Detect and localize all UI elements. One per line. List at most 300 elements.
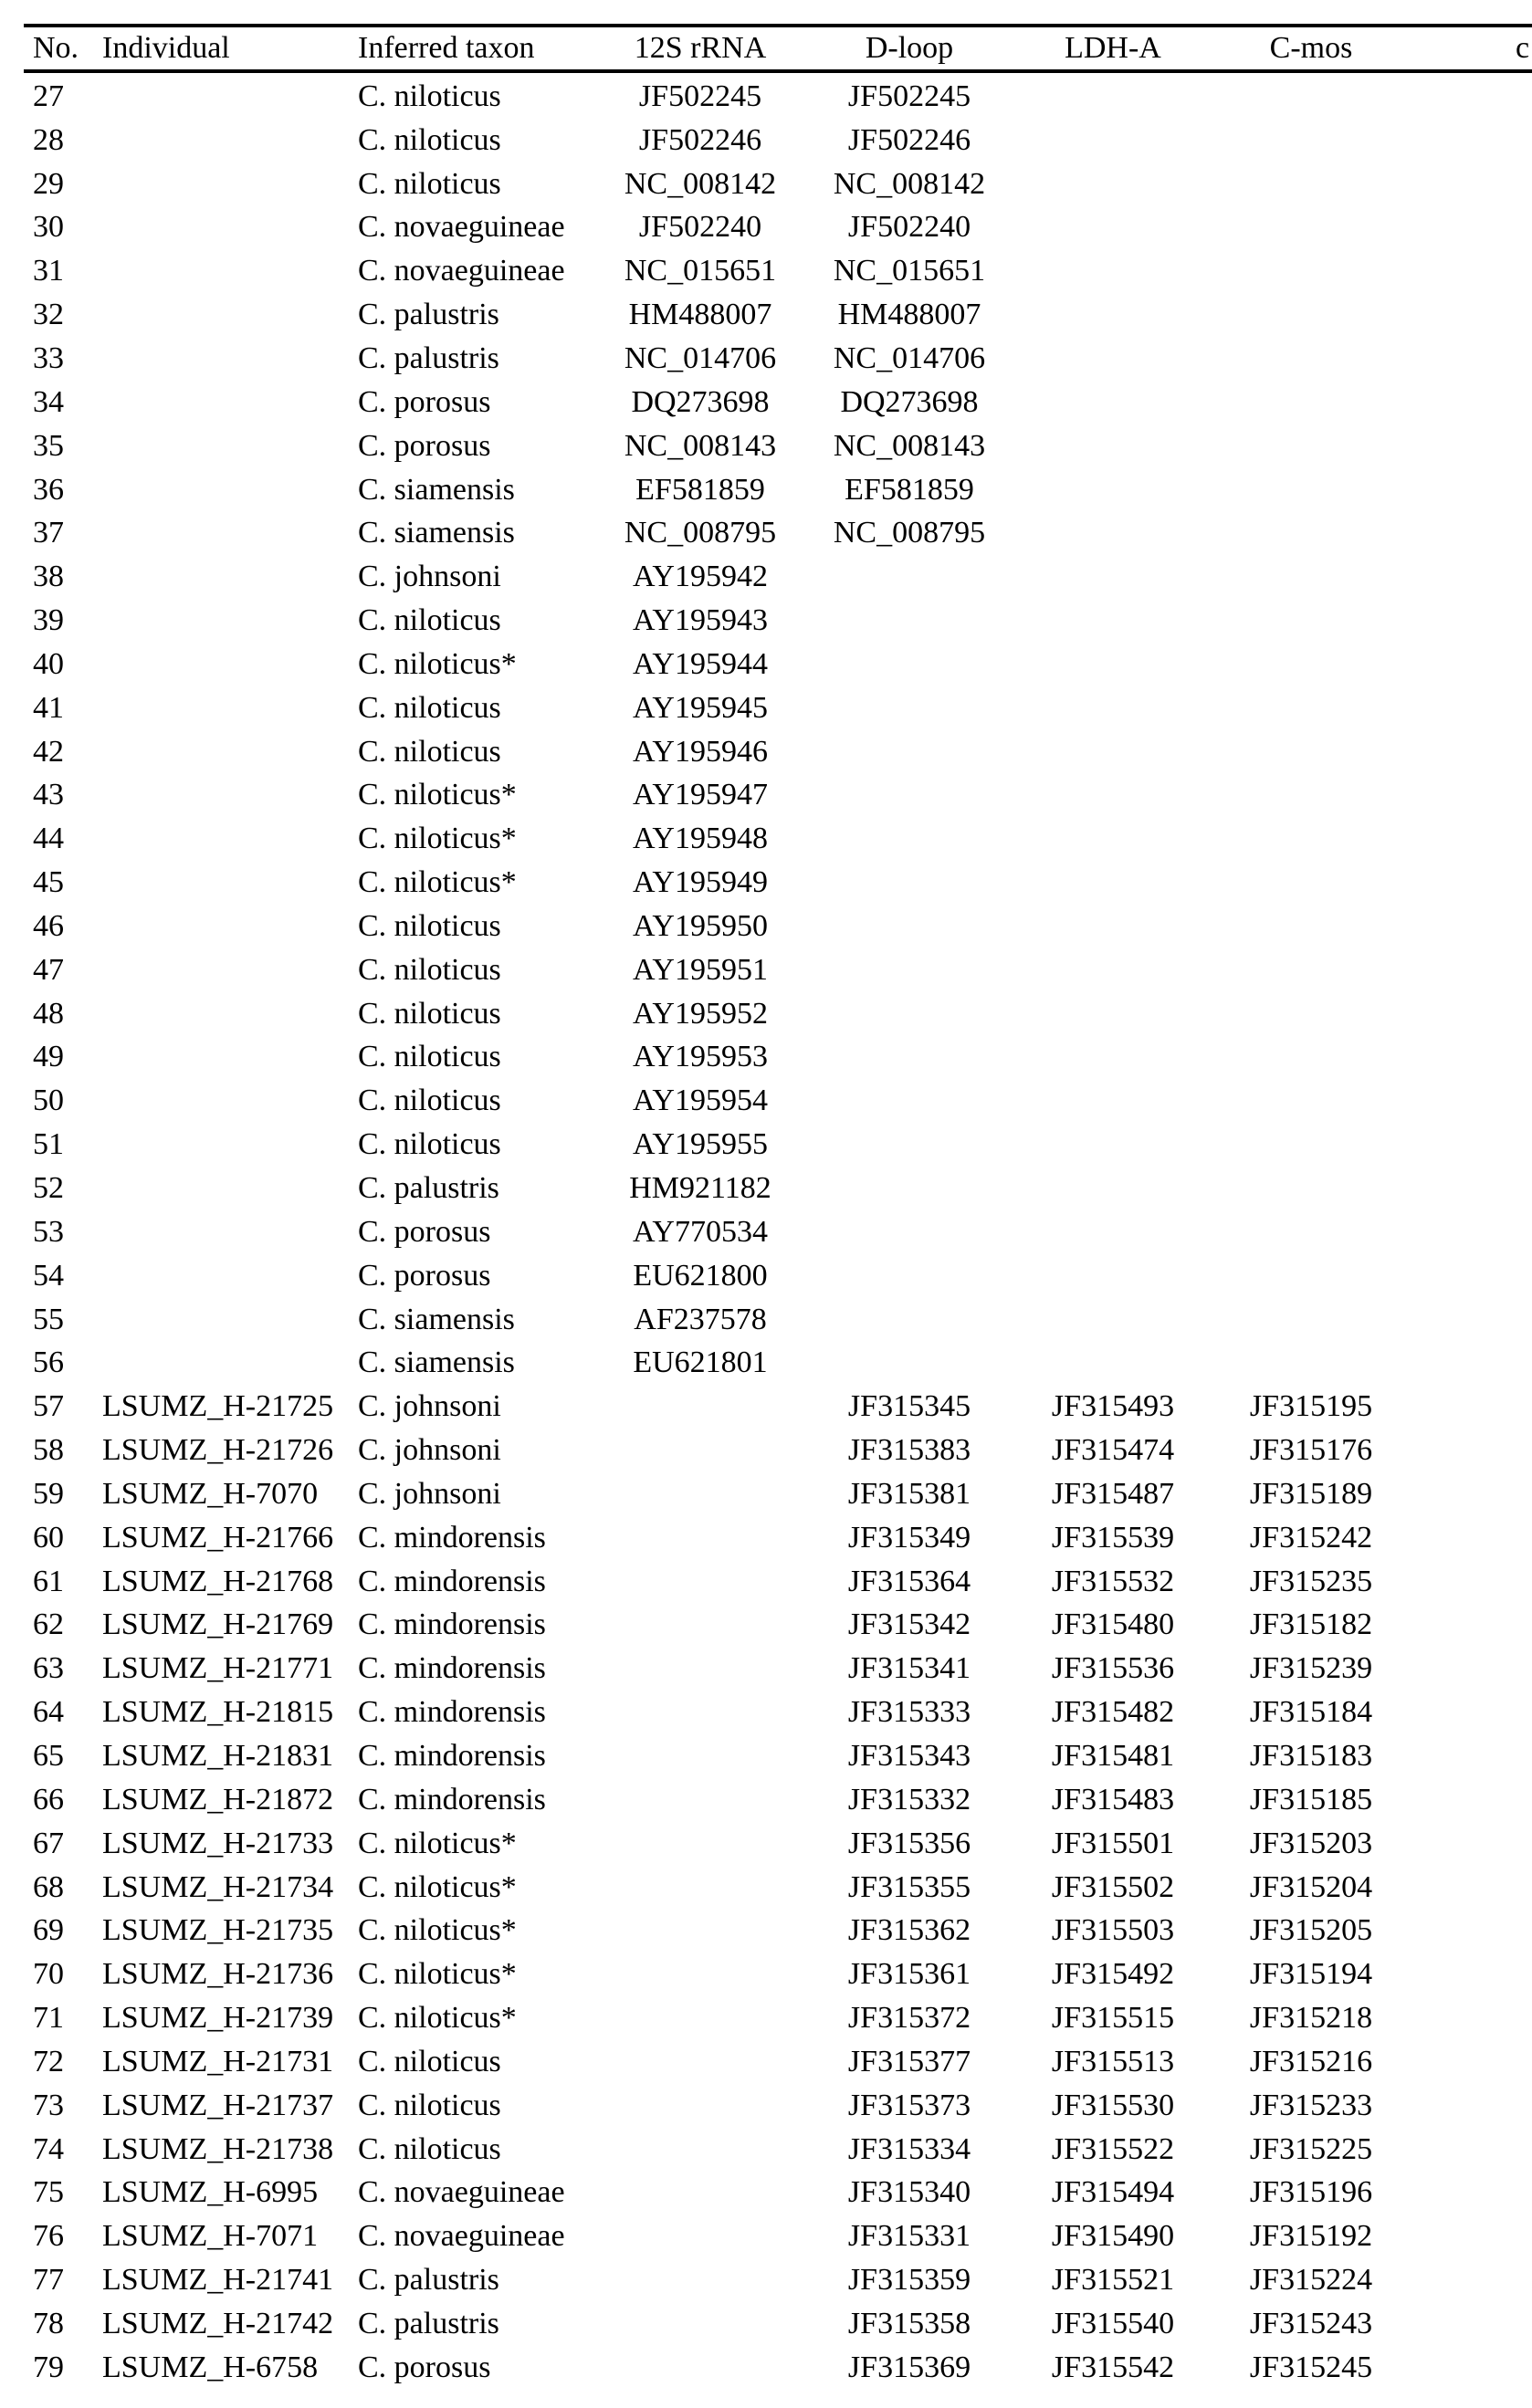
table-row (33, 162, 1532, 206)
table-row (33, 774, 1532, 818)
cell-no: 36 (33, 472, 64, 507)
table-row (33, 1516, 1532, 1560)
cell-individual: LSUMZ_H-21736 (102, 1957, 334, 1992)
cell-12s-rrna: AY770534 (633, 1214, 768, 1249)
table-row (33, 1385, 1532, 1429)
cell-taxon: C. niloticus (358, 1127, 501, 1162)
column-header-no: No. (33, 31, 79, 65)
table-row (33, 424, 1532, 468)
cell-ldh-a: JF315482 (1051, 1695, 1175, 1730)
cell-individual: LSUMZ_H-21726 (102, 1433, 334, 1468)
cell-ldh-a: JF315490 (1051, 2219, 1175, 2254)
cell-individual: LSUMZ_H-21769 (102, 1607, 334, 1642)
cell-taxon: C. mindorensis (358, 1564, 546, 1598)
cell-no: 46 (33, 908, 64, 943)
cell-taxon: C. novaeguineae (358, 254, 565, 288)
table-row (33, 686, 1532, 730)
cell-no: 31 (33, 254, 64, 288)
cell-individual: LSUMZ_H-21725 (102, 1389, 334, 1424)
cell-taxon: C. niloticus* (358, 865, 517, 900)
cell-individual: LSUMZ_H-6758 (102, 2350, 319, 2384)
cell-no: 62 (33, 1607, 64, 1642)
cell-d-loop: JF315333 (847, 1695, 971, 1730)
cell-no: 39 (33, 603, 64, 638)
cell-c-mos: JF315245 (1249, 2350, 1373, 2384)
cell-12s-rrna: AY195951 (633, 952, 768, 987)
cell-d-loop: JF315340 (847, 2175, 971, 2210)
table-row (33, 2040, 1532, 2084)
cell-taxon: C. siamensis (358, 1302, 515, 1336)
cell-taxon: C. porosus (358, 428, 491, 463)
table-body (0, 75, 1532, 2390)
cell-taxon: C. niloticus* (358, 1957, 517, 1992)
cell-d-loop: JF502240 (847, 210, 971, 245)
cell-no: 29 (33, 166, 64, 201)
cell-individual: LSUMZ_H-21735 (102, 1913, 334, 1948)
cell-ldh-a: JF315493 (1051, 1389, 1175, 1424)
cell-taxon: C. niloticus (358, 1040, 501, 1074)
cell-d-loop: JF315361 (847, 1957, 971, 1992)
cell-no: 33 (33, 340, 64, 375)
cell-ldh-a: JF315540 (1051, 2306, 1175, 2340)
table-row (33, 119, 1532, 162)
table-row (33, 730, 1532, 774)
cell-no: 74 (33, 2131, 64, 2166)
cell-ldh-a: JF315530 (1051, 2088, 1175, 2122)
cell-c-mos: JF315194 (1249, 1957, 1373, 1992)
cell-c-mos: JF315204 (1249, 1869, 1373, 1904)
cell-ldh-a: JF315513 (1051, 2044, 1175, 2078)
cell-d-loop: NC_014706 (833, 340, 986, 375)
cell-taxon: C. mindorensis (358, 1607, 546, 1642)
cell-d-loop: JF315381 (847, 1476, 971, 1511)
cell-no: 78 (33, 2306, 64, 2340)
cell-ldh-a: JF315522 (1051, 2131, 1175, 2166)
cell-individual: LSUMZ_H-21734 (102, 1869, 334, 1904)
cell-individual: LSUMZ_H-21737 (102, 2088, 334, 2122)
table-row (33, 1036, 1532, 1080)
cell-d-loop: DQ273698 (840, 384, 979, 419)
cell-taxon: C. porosus (358, 2350, 491, 2384)
cell-taxon: C. niloticus* (358, 646, 517, 681)
cell-12s-rrna: NC_008142 (624, 166, 777, 201)
cell-taxon: C. niloticus (358, 166, 501, 201)
cell-taxon: C. niloticus (358, 690, 501, 725)
cell-no: 41 (33, 690, 64, 725)
cell-d-loop: JF315364 (847, 1564, 971, 1598)
cell-ldh-a: JF315487 (1051, 1476, 1175, 1511)
cell-ldh-a: JF315539 (1051, 1520, 1175, 1555)
cell-12s-rrna: JF502245 (638, 79, 762, 113)
cell-c-mos: JF315243 (1249, 2306, 1373, 2340)
cell-no: 49 (33, 1040, 64, 1074)
cell-individual: LSUMZ_H-21731 (102, 2044, 334, 2078)
cell-no: 54 (33, 1258, 64, 1293)
cell-taxon: C. siamensis (358, 516, 515, 550)
column-header-c-mos: C-mos (1269, 31, 1353, 65)
cell-individual: LSUMZ_H-21831 (102, 1738, 334, 1773)
cell-d-loop: NC_008143 (833, 428, 986, 463)
cell-no: 30 (33, 210, 64, 245)
cell-taxon: C. mindorensis (358, 1738, 546, 1773)
table-row (33, 2128, 1532, 2172)
column-header-d-loop: D-loop (865, 31, 954, 65)
cell-taxon: C. niloticus (358, 603, 501, 638)
cell-c-mos: JF315225 (1249, 2131, 1373, 2166)
cell-d-loop: JF315377 (847, 2044, 971, 2078)
cell-12s-rrna: NC_008795 (624, 516, 777, 550)
cell-12s-rrna: NC_008143 (624, 428, 777, 463)
cell-ldh-a: JF315503 (1051, 1913, 1175, 1948)
cell-taxon: C. mindorensis (358, 1651, 546, 1686)
cell-c-mos: JF315235 (1249, 1564, 1373, 1598)
cell-individual: LSUMZ_H-21733 (102, 1826, 334, 1860)
cell-c-mos: JF315192 (1249, 2219, 1373, 2254)
table-header-row (33, 27, 1532, 69)
cell-no: 79 (33, 2350, 64, 2384)
cell-d-loop: JF315343 (847, 1738, 971, 1773)
cell-no: 64 (33, 1695, 64, 1730)
column-header-taxon: Inferred taxon (358, 31, 535, 65)
cell-no: 28 (33, 122, 64, 157)
cell-no: 27 (33, 79, 64, 113)
table-row (33, 1909, 1532, 1953)
cell-individual: LSUMZ_H-21768 (102, 1564, 334, 1598)
cell-ldh-a: JF315474 (1051, 1433, 1175, 1468)
table-row (33, 1866, 1532, 1910)
cell-ldh-a: JF315480 (1051, 1607, 1175, 1642)
cell-no: 38 (33, 560, 64, 594)
cell-no: 43 (33, 778, 64, 812)
cell-d-loop: JF315331 (847, 2219, 971, 2254)
cell-no: 65 (33, 1738, 64, 1773)
cell-c-mos: JF315218 (1249, 2001, 1373, 2036)
cell-individual: LSUMZ_H-21739 (102, 2001, 334, 2036)
cell-c-mos: JF315183 (1249, 1738, 1373, 1773)
cell-d-loop: JF315372 (847, 2001, 971, 2036)
cell-taxon: C. mindorensis (358, 1520, 546, 1555)
table-row (33, 1560, 1532, 1604)
cell-no: 69 (33, 1913, 64, 1948)
cell-12s-rrna: AY195950 (633, 908, 768, 943)
cell-taxon: C. niloticus* (358, 1869, 517, 1904)
cell-taxon: C. novaeguineae (358, 2219, 565, 2254)
cell-no: 45 (33, 865, 64, 900)
cell-individual: LSUMZ_H-21738 (102, 2131, 334, 2166)
cell-no: 58 (33, 1433, 64, 1468)
table-row (33, 1429, 1532, 1472)
cell-c-mos: JF315185 (1249, 1782, 1373, 1816)
cell-no: 34 (33, 384, 64, 419)
cell-d-loop: JF315369 (847, 2350, 971, 2384)
table-row (33, 293, 1532, 337)
cell-d-loop: JF315359 (847, 2263, 971, 2298)
cell-12s-rrna: AY195944 (633, 646, 768, 681)
cell-d-loop: JF315358 (847, 2306, 971, 2340)
cell-d-loop: JF315373 (847, 2088, 971, 2122)
cell-d-loop: JF315332 (847, 1782, 971, 1816)
cell-no: 61 (33, 1564, 64, 1598)
cell-taxon: C. palustris (358, 2263, 499, 2298)
cell-taxon: C. niloticus (358, 2131, 501, 2166)
table-row (33, 337, 1532, 381)
cell-no: 73 (33, 2088, 64, 2122)
cell-taxon: C. niloticus (358, 2044, 501, 2078)
cell-no: 66 (33, 1782, 64, 1816)
cell-c-mos: JF315224 (1249, 2263, 1373, 2298)
cell-taxon: C. novaeguineae (358, 2175, 565, 2210)
cell-taxon: C. palustris (358, 340, 499, 375)
column-header-partial: c (1516, 31, 1530, 65)
cell-12s-rrna: AY195948 (633, 822, 768, 856)
cell-c-mos: JF315182 (1249, 1607, 1373, 1642)
cell-taxon: C. porosus (358, 1258, 491, 1293)
cell-12s-rrna: AF237578 (634, 1302, 767, 1336)
cell-taxon: C. mindorensis (358, 1782, 546, 1816)
cell-individual: LSUMZ_H-21771 (102, 1651, 334, 1686)
cell-d-loop: JF315362 (847, 1913, 971, 1948)
cell-individual: LSUMZ_H-7070 (102, 1476, 319, 1511)
cell-no: 70 (33, 1957, 64, 1992)
cell-d-loop: JF315356 (847, 1826, 971, 1860)
cell-12s-rrna: AY195943 (633, 603, 768, 638)
table-row (33, 1210, 1532, 1254)
cell-no: 40 (33, 646, 64, 681)
cell-ldh-a: JF315542 (1051, 2350, 1175, 2384)
cell-taxon: C. johnsoni (358, 1433, 501, 1468)
cell-12s-rrna: AY195942 (633, 560, 768, 594)
cell-c-mos: JF315203 (1249, 1826, 1373, 1860)
table-row (33, 75, 1532, 119)
cell-taxon: C. palustris (358, 2306, 499, 2340)
table-row (33, 2084, 1532, 2128)
table-row (33, 905, 1532, 948)
cell-individual: LSUMZ_H-21742 (102, 2306, 334, 2340)
cell-taxon: C. siamensis (358, 472, 515, 507)
cell-ldh-a: JF315501 (1051, 1826, 1175, 1860)
cell-taxon: C. johnsoni (358, 1389, 501, 1424)
cell-taxon: C. niloticus (358, 79, 501, 113)
cell-taxon: C. mindorensis (358, 1695, 546, 1730)
cell-taxon: C. palustris (358, 1171, 499, 1206)
cell-taxon: C. novaeguineae (358, 210, 565, 245)
table-header-rule (24, 69, 1532, 73)
cell-taxon: C. niloticus (358, 734, 501, 769)
cell-no: 72 (33, 2044, 64, 2078)
cell-taxon: C. niloticus* (358, 1913, 517, 1948)
cell-ldh-a: JF315532 (1051, 1564, 1175, 1598)
column-header-ldh-a: LDH-A (1065, 31, 1161, 65)
table-row (33, 1604, 1532, 1648)
table-row (33, 511, 1532, 555)
cell-c-mos: JF315176 (1249, 1433, 1373, 1468)
table-row (33, 992, 1532, 1036)
cell-taxon: C. niloticus (358, 996, 501, 1031)
table-row (33, 1778, 1532, 1822)
cell-taxon: C. johnsoni (358, 560, 501, 594)
cell-taxon: C. niloticus (358, 1084, 501, 1118)
cell-taxon: C. niloticus (358, 952, 501, 987)
table-row (33, 1822, 1532, 1866)
cell-taxon: C. porosus (358, 384, 491, 419)
cell-12s-rrna: HM488007 (628, 298, 772, 332)
table-row (33, 1691, 1532, 1734)
cell-individual: LSUMZ_H-7071 (102, 2219, 319, 2254)
cell-individual: LSUMZ_H-21815 (102, 1695, 334, 1730)
cell-no: 35 (33, 428, 64, 463)
cell-c-mos: JF315239 (1249, 1651, 1373, 1686)
cell-12s-rrna: AY195945 (633, 690, 768, 725)
cell-d-loop: JF315341 (847, 1651, 971, 1686)
column-header-12s-rrna: 12S rRNA (634, 31, 767, 65)
cell-ldh-a: JF315515 (1051, 2001, 1175, 2036)
cell-ldh-a: JF315536 (1051, 1651, 1175, 1686)
table-row (33, 861, 1532, 905)
cell-ldh-a: JF315494 (1051, 2175, 1175, 2210)
table-row (33, 1341, 1532, 1385)
cell-ldh-a: JF315483 (1051, 1782, 1175, 1816)
table-row (33, 249, 1532, 293)
table-row (33, 1647, 1532, 1691)
table-row (33, 2302, 1532, 2346)
cell-c-mos: JF315184 (1249, 1695, 1373, 1730)
cell-d-loop: JF502246 (847, 122, 971, 157)
cell-no: 71 (33, 2001, 64, 2036)
cell-no: 67 (33, 1826, 64, 1860)
cell-c-mos: JF315216 (1249, 2044, 1373, 2078)
table-row (33, 381, 1532, 424)
cell-taxon: C. niloticus* (358, 2001, 517, 2036)
table-row (33, 206, 1532, 250)
cell-12s-rrna: AY195953 (633, 1040, 768, 1074)
cell-no: 37 (33, 516, 64, 550)
cell-12s-rrna: EF581859 (635, 472, 765, 507)
cell-no: 47 (33, 952, 64, 987)
table-row (33, 817, 1532, 861)
cell-no: 55 (33, 1302, 64, 1336)
cell-no: 57 (33, 1389, 64, 1424)
cell-d-loop: NC_008795 (833, 516, 986, 550)
table-row (33, 2346, 1532, 2390)
cell-ldh-a: JF315492 (1051, 1957, 1175, 1992)
cell-no: 42 (33, 734, 64, 769)
cell-d-loop: JF315383 (847, 1433, 971, 1468)
cell-c-mos: JF315195 (1249, 1389, 1373, 1424)
cell-taxon: C. johnsoni (358, 1476, 501, 1511)
cell-d-loop: JF315345 (847, 1389, 971, 1424)
cell-ldh-a: JF315502 (1051, 1869, 1175, 1904)
cell-no: 48 (33, 996, 64, 1031)
cell-taxon: C. niloticus (358, 908, 501, 943)
cell-no: 68 (33, 1869, 64, 1904)
cell-no: 76 (33, 2219, 64, 2254)
cell-d-loop: EF581859 (845, 472, 974, 507)
cell-no: 32 (33, 298, 64, 332)
cell-12s-rrna: AY195947 (633, 778, 768, 812)
table-row (33, 1254, 1532, 1298)
cell-taxon: C. siamensis (358, 1345, 515, 1380)
cell-12s-rrna: AY195949 (633, 865, 768, 900)
cell-12s-rrna: NC_014706 (624, 340, 777, 375)
cell-individual: LSUMZ_H-21766 (102, 1520, 334, 1555)
cell-12s-rrna: EU621801 (633, 1345, 768, 1380)
table-row (33, 1167, 1532, 1210)
table-row (33, 468, 1532, 512)
cell-no: 51 (33, 1127, 64, 1162)
cell-d-loop: JF315355 (847, 1869, 971, 1904)
table-row (33, 1996, 1532, 2040)
cell-no: 56 (33, 1345, 64, 1380)
cell-no: 44 (33, 822, 64, 856)
cell-taxon: C. niloticus* (358, 778, 517, 812)
cell-no: 75 (33, 2175, 64, 2210)
cell-12s-rrna: DQ273698 (631, 384, 770, 419)
cell-ldh-a: JF315481 (1051, 1738, 1175, 1773)
cell-taxon: C. niloticus (358, 122, 501, 157)
table-row (33, 1123, 1532, 1167)
cell-d-loop: HM488007 (837, 298, 981, 332)
cell-no: 50 (33, 1084, 64, 1118)
cell-12s-rrna: NC_015651 (624, 254, 777, 288)
cell-no: 52 (33, 1171, 64, 1206)
cell-12s-rrna: AY195946 (633, 734, 768, 769)
cell-12s-rrna: HM921182 (629, 1171, 771, 1206)
cell-ldh-a: JF315521 (1051, 2263, 1175, 2298)
cell-d-loop: NC_015651 (833, 254, 986, 288)
cell-no: 53 (33, 1214, 64, 1249)
cell-taxon: C. porosus (358, 1214, 491, 1249)
cell-12s-rrna: AY195954 (633, 1084, 768, 1118)
cell-taxon: C. niloticus (358, 2088, 501, 2122)
cell-12s-rrna: JF502246 (638, 122, 762, 157)
table-row (33, 1079, 1532, 1123)
table-row (33, 1298, 1532, 1342)
cell-taxon: C. palustris (358, 298, 499, 332)
table-row (33, 555, 1532, 599)
cell-c-mos: JF315242 (1249, 1520, 1373, 1555)
cell-12s-rrna: AY195952 (633, 996, 768, 1031)
cell-d-loop: JF315342 (847, 1607, 971, 1642)
table-row (33, 1734, 1532, 1778)
cell-d-loop: JF315349 (847, 1520, 971, 1555)
table-row (33, 2258, 1532, 2302)
cell-individual: LSUMZ_H-21872 (102, 1782, 334, 1816)
cell-no: 77 (33, 2263, 64, 2298)
column-header-individual: Individual (102, 31, 230, 65)
cell-c-mos: JF315205 (1249, 1913, 1373, 1948)
table-row (33, 1472, 1532, 1516)
cell-individual: LSUMZ_H-21741 (102, 2263, 334, 2298)
cell-12s-rrna: JF502240 (638, 210, 762, 245)
cell-12s-rrna: EU621800 (633, 1258, 768, 1293)
cell-c-mos: JF315189 (1249, 1476, 1373, 1511)
cell-taxon: C. niloticus* (358, 1826, 517, 1860)
table-row (33, 2214, 1532, 2258)
cell-d-loop: NC_008142 (833, 166, 986, 201)
cell-no: 60 (33, 1520, 64, 1555)
cell-taxon: C. niloticus* (358, 822, 517, 856)
table-row (33, 1953, 1532, 1996)
cell-individual: LSUMZ_H-6995 (102, 2175, 319, 2210)
table-row (33, 948, 1532, 992)
table-row (33, 643, 1532, 686)
table-row (33, 599, 1532, 643)
cell-c-mos: JF315196 (1249, 2175, 1373, 2210)
cell-12s-rrna: AY195955 (633, 1127, 768, 1162)
cell-no: 59 (33, 1476, 64, 1511)
cell-c-mos: JF315233 (1249, 2088, 1373, 2122)
cell-d-loop: JF315334 (847, 2131, 971, 2166)
